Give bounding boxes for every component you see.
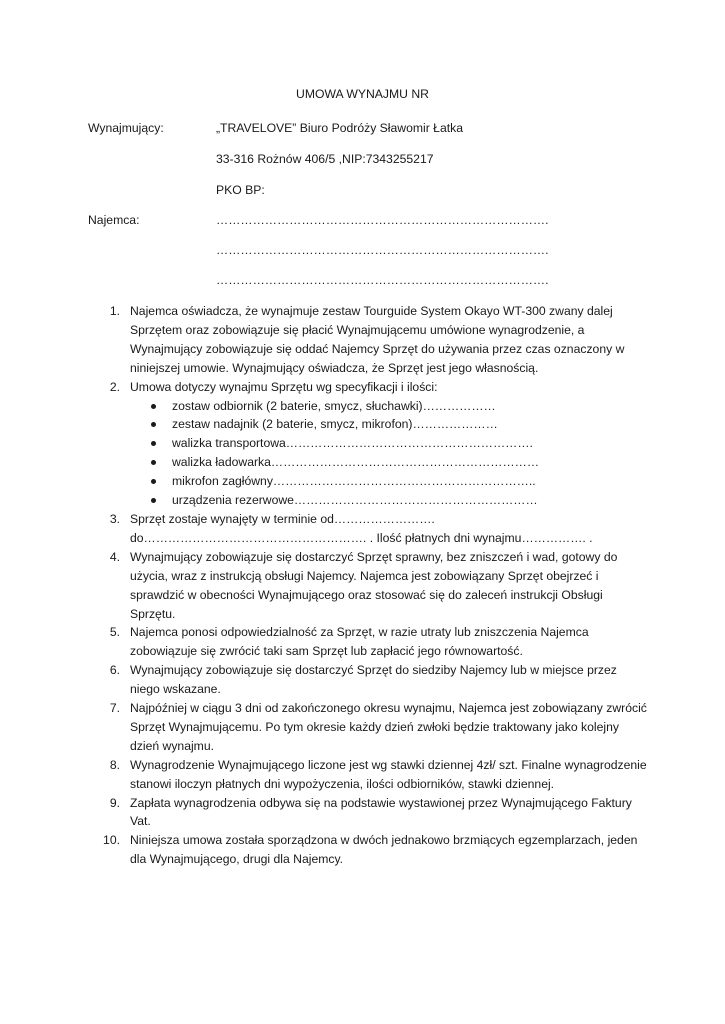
equipment-item: walizka transportowa……………………………………………………. (130, 434, 648, 453)
tenant-line: ………………………………………………………………………. (216, 273, 549, 287)
bullet-icon (151, 479, 156, 484)
landlord-name: „TRAVELOVE” Biuro Podróży Sławomir Łatka (216, 121, 463, 135)
tenant-label: Najemca: (88, 213, 140, 227)
bullet-icon (151, 404, 156, 409)
clause-number: 2. (109, 379, 120, 394)
landlord-label: Wynajmujący: (88, 121, 164, 135)
equipment-item: mikrofon zagłówny……………………………………………………….. (130, 472, 648, 491)
clause-text: Najemca oświadcza, że wynajmuje zestaw Tourguide System Okayo WT-300 zwany dalej Sprzętem oraz zobowiązuje się płacić Wynajmującemu umówione wynagrodzenie, a Wynajmujący zobowiązuje się oddać Najemcy Sprzęt do używania przez czas oznaczony w niniejszej umowie. Wynajmujący oświadcza, że Sprzęt jest jego własnością. (130, 304, 625, 375)
clause-text: Wynajmujący zobowiązuje się dostarczyć Sprzęt do siedziby Najemcy lub w miejsce przez niego wskazane. (130, 663, 617, 697)
clause-text: Wynagrodzenie Wynajmującego liczone jest wg stawki dziennej 4zł/ szt. Finalne wynagrodzenie stanowi iloczyn płatnych dni wypożyczenia, ilości odbiorników, stawki dziennej. (130, 757, 647, 791)
clause-number: 4. (109, 549, 120, 564)
bullet-icon (151, 460, 156, 465)
clause (88, 699, 648, 756)
clause-text: Najemca ponosi odpowiedzialność za Sprzęt, w razie utraty lub zniszczenia Najemca zobowiązuje się zwrócić taki sam Sprzęt lub zapłacić jego równowartość. (130, 625, 589, 659)
clause (88, 831, 648, 869)
clause (88, 661, 648, 699)
equipment-item: urządzenia rezerwowe…………………………………………………… (130, 491, 648, 510)
clause-number: 7. (109, 701, 120, 716)
clause-number: 9. (109, 795, 120, 810)
equipment-item: zestaw nadajnik (2 baterie, smycz, mikrofon)………………… (130, 415, 648, 434)
clause-number: 6. (109, 663, 120, 678)
tenant-line: ………………………………………………………………………. (216, 213, 549, 227)
clause-text: Zapłata wynagrodzenia odbywa się na podstawie wystawionej przez Wynajmującego Faktury Vat. (130, 795, 632, 829)
clause-number: 10. (103, 833, 120, 848)
clause (88, 302, 648, 378)
equipment-item: walizka ładowarka………………………………………………………… (130, 453, 648, 472)
clause (88, 378, 648, 510)
bullet-icon (151, 441, 156, 446)
clause (88, 623, 648, 661)
clause-list (88, 302, 648, 869)
clause-number: 8. (109, 757, 120, 772)
bullet-icon (151, 422, 156, 427)
equipment-item: zostaw odbiornik (2 baterie, smycz, słuchawki)……………… (130, 397, 648, 416)
landlord-address: 33-316 Rożnów 406/5 ,NIP:7343255217 (216, 152, 434, 166)
clause-text: Umowa dotyczy wynajmu Sprzętu wg specyfikacji i ilości: (130, 379, 438, 394)
clause-text: Wynajmujący zobowiązuje się dostarczyć Sprzęt sprawny, bez zniszczeń i wad, gotowy do użycia, wraz z instrukcją obsługi Najemcy. Najemca jest zobowiązany Sprzęt obejrzeć i sprawdzić w obecności Wynajmującego oraz stosować się do zaleceń instrukcji Obsługi Sprzętu. (130, 549, 618, 621)
clause (88, 548, 648, 624)
clause (88, 794, 648, 832)
clause-number: 3. (109, 511, 120, 526)
clause-text: Sprzęt zostaje wynajęty w terminie od……………………. do………………………………………………. . Ilość płatnych dni wynajmu……………. . (130, 511, 593, 545)
clause-number: 1. (109, 304, 120, 318)
equipment-list (130, 397, 648, 510)
tenant-line: ………………………………………………………………………. (216, 243, 549, 257)
clause-number: 5. (109, 625, 120, 640)
clause (88, 756, 648, 794)
document-title: UMOWA WYNAJMU NR (296, 87, 429, 101)
landlord-bank: PKO BP: (216, 183, 265, 197)
clause (88, 510, 648, 548)
clause-text: Najpóźniej w ciągu 3 dni od zakończonego okresu wynajmu, Najemca jest zobowiązany zwrócić Sprzęt Wynajmującemu. Po tym okresie każdy dzień zwłoki będzie traktowany jako kolejny dzień wynajmu. (130, 701, 647, 753)
clause-text: Niniejsza umowa została sporządzona w dwóch jednakowo brzmiących egzemplarzach, jeden dla Wynajmującego, drugi dla Najemcy. (130, 833, 638, 867)
bullet-icon (151, 498, 156, 503)
